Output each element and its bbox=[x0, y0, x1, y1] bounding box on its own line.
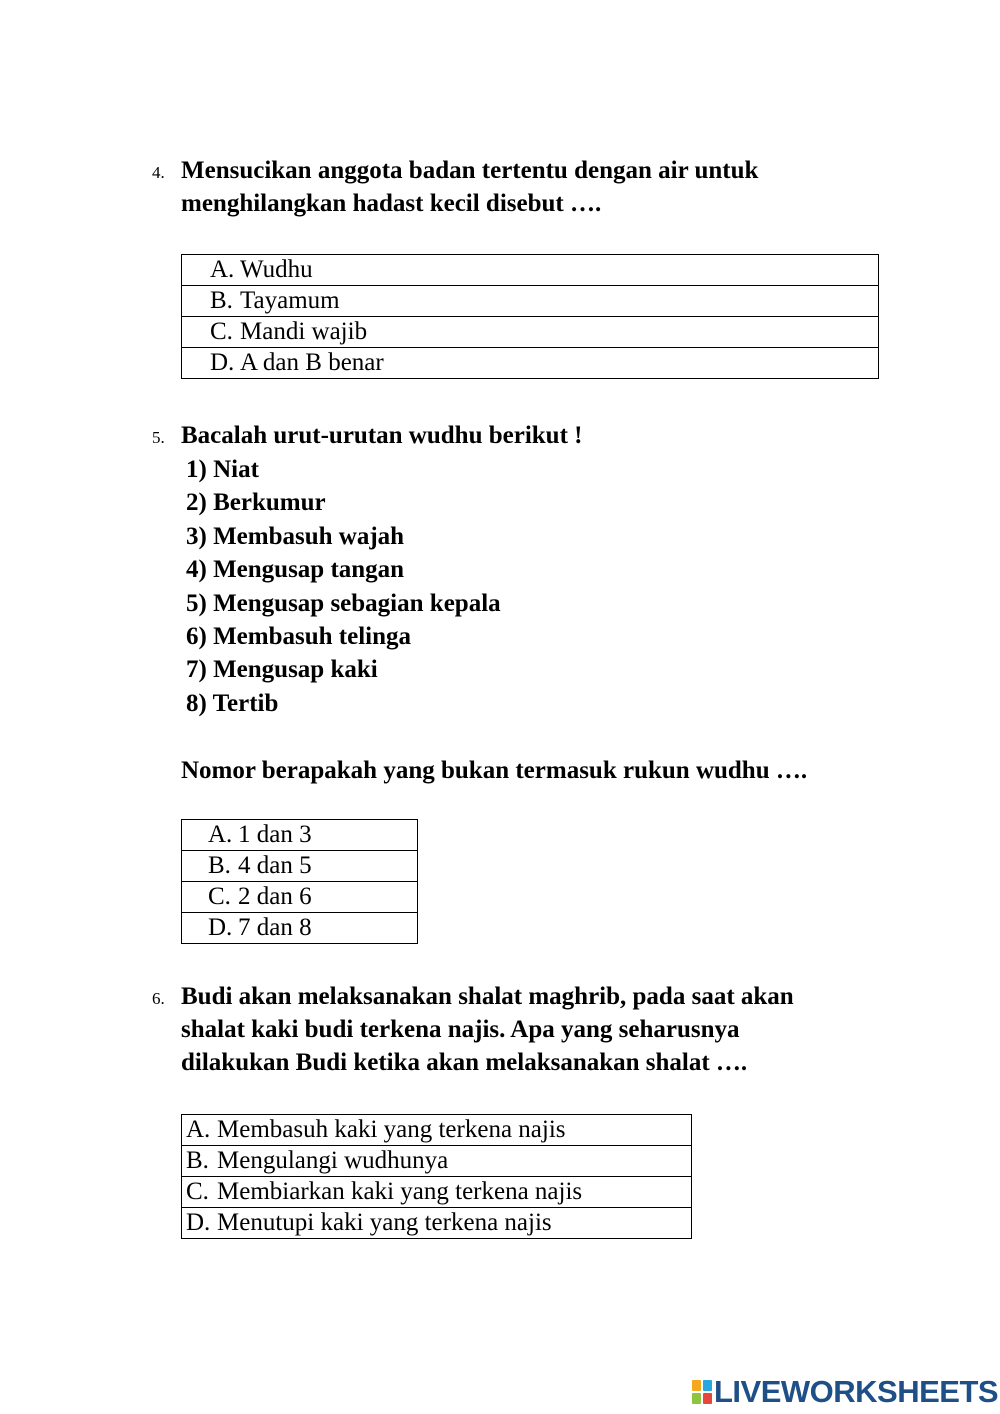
step-item: 4) Mengusap tangan bbox=[186, 556, 405, 584]
option-text: 1 dan 3 bbox=[238, 821, 312, 848]
wudhu-steps-list bbox=[186, 453, 501, 720]
step-item: 8) Tertib bbox=[186, 689, 279, 717]
option-text: Menutupi kaki yang terkena najis bbox=[217, 1209, 552, 1236]
option-text: Mandi wajib bbox=[240, 318, 368, 345]
question-6-option-b[interactable] bbox=[182, 1146, 692, 1177]
question-6-line-3: dilakukan Budi ketika akan melaksanakan shalat …. bbox=[181, 1049, 748, 1076]
question-5-text: Bacalah urut-urutan wudhu berikut ! bbox=[181, 422, 583, 449]
option-text: Membiarkan kaki yang terkena najis bbox=[217, 1178, 583, 1205]
question-4-line-2: menghilangkan hadast kecil disebut …. bbox=[181, 190, 602, 217]
question-6-text bbox=[181, 980, 794, 1079]
question-5-options-table bbox=[181, 819, 418, 944]
logo-square-1 bbox=[692, 1380, 701, 1391]
question-5-number: 5. bbox=[152, 428, 165, 447]
question-6-line-1: Budi akan melaksanakan shalat maghrib, pada saat akan bbox=[181, 983, 794, 1010]
question-6-option-c[interactable] bbox=[182, 1177, 692, 1208]
question-6-line-2: shalat kaki budi terkena najis. Apa yang seharusnya bbox=[181, 1016, 740, 1043]
step-item: 6) Membasuh telinga bbox=[186, 623, 411, 651]
question-5-option-c[interactable] bbox=[182, 882, 418, 913]
option-text: Tayamum bbox=[240, 287, 340, 314]
option-letter: A. bbox=[208, 821, 233, 848]
liveworksheets-logo-text: LIVEWORKSHEETS bbox=[714, 1374, 999, 1409]
option-letter: B. bbox=[210, 287, 233, 314]
question-4-options-table bbox=[181, 254, 879, 379]
question-4-number: 4. bbox=[152, 163, 165, 182]
question-5-option-a[interactable] bbox=[182, 820, 418, 851]
option-text: Membasuh kaki yang terkena najis bbox=[217, 1116, 566, 1143]
question-4-option-a[interactable] bbox=[182, 255, 879, 286]
option-letter: D. bbox=[208, 914, 233, 941]
logo-square-2 bbox=[703, 1380, 712, 1391]
question-4-line-1: Mensucikan anggota badan tertentu dengan air untuk bbox=[181, 157, 759, 184]
option-letter: B. bbox=[208, 852, 231, 879]
question-5-prompt: Nomor berapakah yang bukan termasuk rukun wudhu …. bbox=[181, 757, 808, 784]
option-letter: C. bbox=[210, 318, 233, 345]
question-6-option-d[interactable] bbox=[182, 1208, 692, 1239]
liveworksheets-logo[interactable] bbox=[692, 1374, 998, 1410]
logo-square-3 bbox=[692, 1393, 701, 1404]
question-6-number: 6. bbox=[152, 989, 165, 1008]
question-4-option-b[interactable] bbox=[182, 286, 879, 317]
step-item: 1) Niat bbox=[186, 456, 259, 483]
question-6-option-a[interactable] bbox=[182, 1115, 692, 1146]
option-text: A dan B benar bbox=[240, 349, 384, 376]
step-item: 2) Berkumur bbox=[186, 489, 326, 517]
question-5-option-b[interactable] bbox=[182, 851, 418, 882]
option-letter: A. bbox=[210, 256, 235, 283]
option-letter: A. bbox=[186, 1116, 211, 1143]
option-text: 4 dan 5 bbox=[238, 852, 312, 879]
step-item: 3) Membasuh wajah bbox=[186, 522, 405, 550]
step-item: 7) Mengusap kaki bbox=[186, 656, 378, 684]
option-text: Mengulangi wudhunya bbox=[217, 1147, 449, 1174]
option-letter: C. bbox=[208, 883, 231, 910]
option-letter: C. bbox=[186, 1178, 209, 1205]
step-item: 5) Mengusap sebagian kepala bbox=[186, 589, 501, 617]
question-5-option-d[interactable] bbox=[182, 913, 418, 944]
option-letter: D. bbox=[186, 1209, 211, 1236]
question-6-options-table bbox=[181, 1114, 692, 1239]
option-text: Wudhu bbox=[240, 256, 313, 283]
logo-square-4 bbox=[703, 1393, 712, 1404]
option-letter: D. bbox=[210, 349, 235, 376]
option-letter: B. bbox=[186, 1147, 209, 1174]
option-text: 2 dan 6 bbox=[238, 883, 312, 910]
option-text: 7 dan 8 bbox=[238, 914, 312, 941]
question-4-option-d[interactable] bbox=[182, 348, 879, 379]
liveworksheets-logo-icon bbox=[692, 1380, 712, 1404]
question-4-option-c[interactable] bbox=[182, 317, 879, 348]
question-4-text bbox=[181, 154, 758, 220]
